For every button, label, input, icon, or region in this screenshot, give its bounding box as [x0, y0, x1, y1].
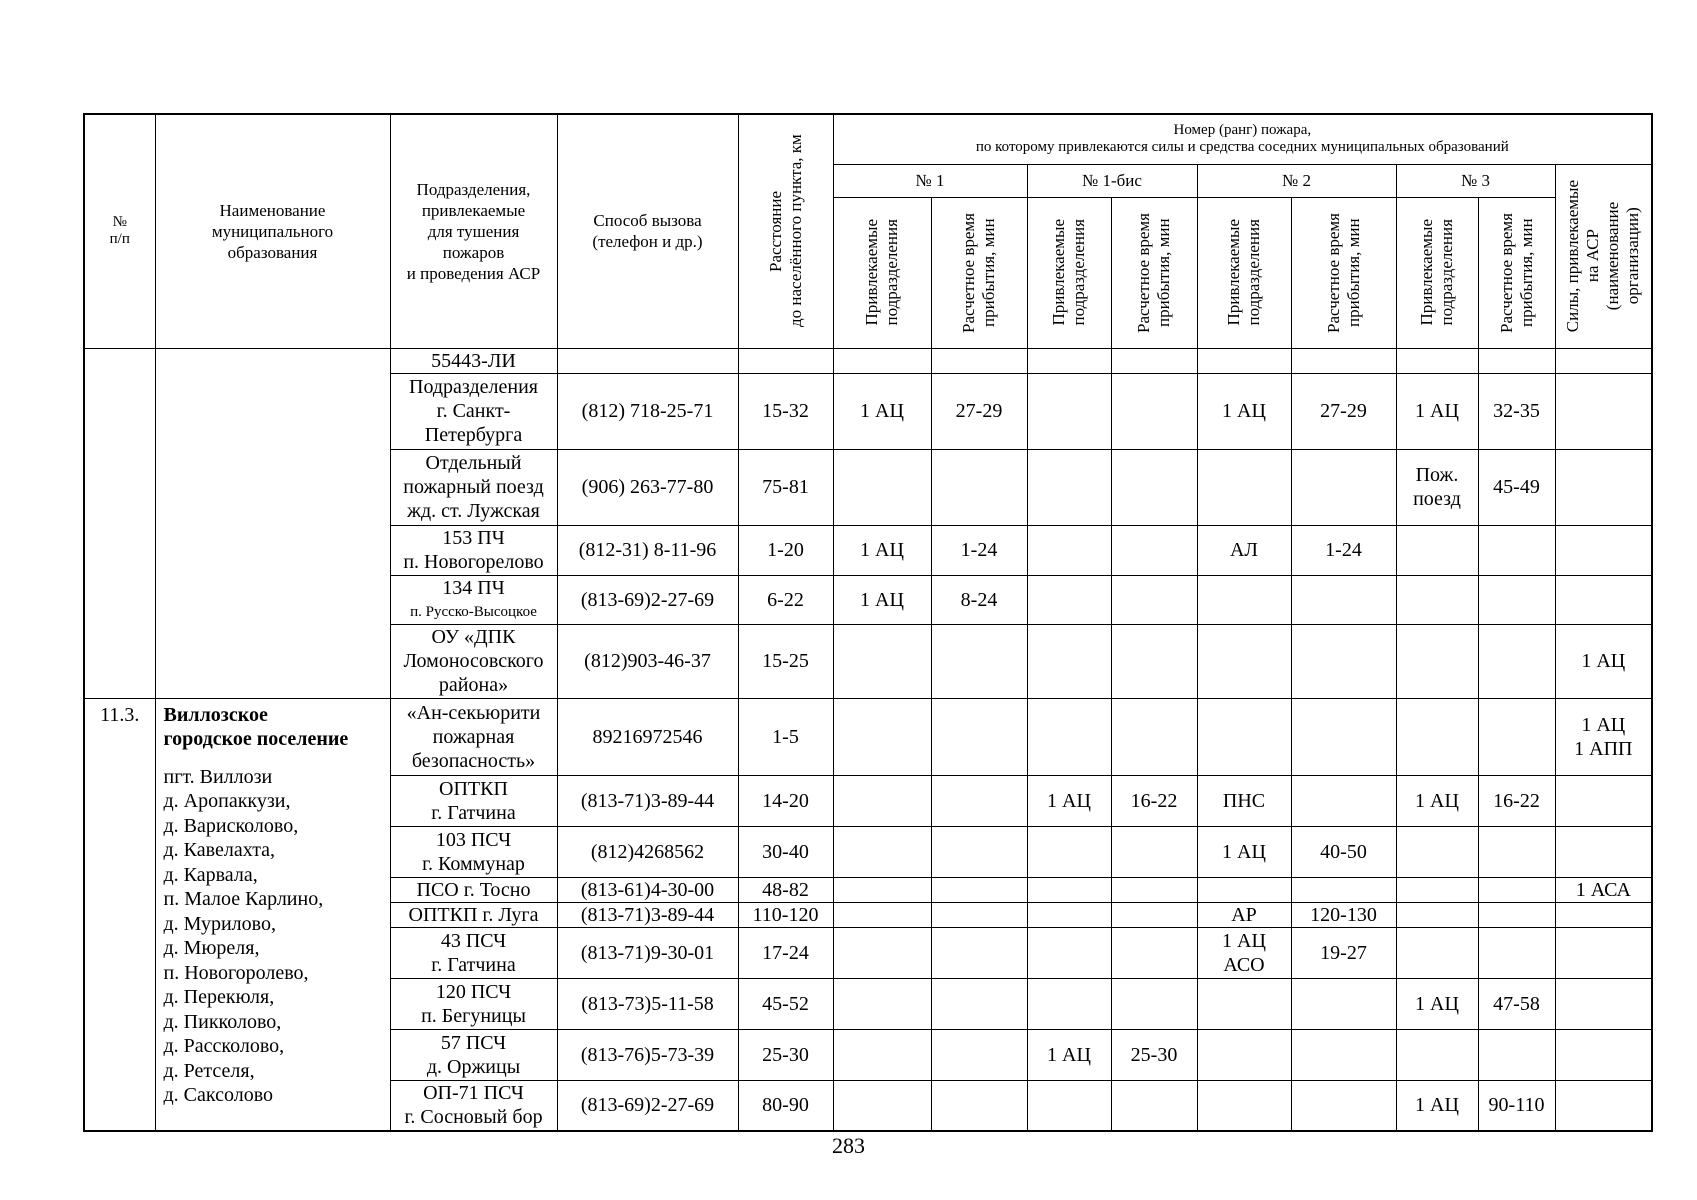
r3-time-cell	[1478, 624, 1555, 698]
call-cell	[557, 348, 738, 373]
r2-time-cell: 1-24	[1291, 525, 1396, 575]
r2-time-cell: 120-130	[1291, 902, 1396, 927]
r3-units-cell	[1396, 698, 1478, 775]
r1-units-cell	[833, 775, 931, 826]
r1-time-cell	[931, 449, 1027, 525]
r3-time-cell: 45-49	[1478, 449, 1555, 525]
unit-line: 134 ПЧ	[442, 576, 505, 599]
call-cell: (813-61)4-30-00	[557, 877, 738, 902]
r3-time-cell	[1478, 927, 1555, 978]
asr-cell	[1555, 575, 1652, 624]
r1-time-cell	[931, 877, 1027, 902]
r3-time-cell	[1478, 902, 1555, 927]
r1bis-time-cell: 25-30	[1111, 1029, 1197, 1080]
r1-units-cell	[833, 1029, 931, 1080]
asr-cell: 1 АЦ 1 АПП	[1555, 698, 1652, 775]
municipality-cell	[155, 698, 390, 1131]
call-cell: (906) 263-77-80	[557, 449, 738, 525]
distance-cell: 15-25	[738, 624, 833, 698]
r3-units-cell	[1396, 877, 1478, 902]
asr-cell	[1555, 373, 1652, 449]
r1-units-cell: 1 АЦ	[833, 575, 931, 624]
r1-time-cell	[931, 624, 1027, 698]
r2-units-cell: ПНС	[1197, 775, 1291, 826]
r3-units-cell	[1396, 1029, 1478, 1080]
r1-units-cell	[833, 1080, 931, 1131]
r2-units-cell: АР	[1197, 902, 1291, 927]
r2-time-cell	[1291, 1080, 1396, 1131]
r2-time-cell	[1291, 698, 1396, 775]
r3-time-cell	[1478, 348, 1555, 373]
unit-cell: 57 ПСЧ д. Оржицы	[390, 1029, 557, 1080]
r1bis-units-cell	[1027, 1080, 1111, 1131]
r3-time-cell	[1478, 575, 1555, 624]
header-r1bis-units: Привлекаемые подразделения	[1027, 197, 1111, 348]
header-rank-1: № 1	[833, 164, 1027, 197]
distance-cell: 6-22	[738, 575, 833, 624]
unit-cell: 55443-ЛИ	[390, 348, 557, 373]
distance-cell: 17-24	[738, 927, 833, 978]
r3-units-cell: 1 АЦ	[1396, 775, 1478, 826]
unit-cell: ОУ «ДПК Ломоносовского района»	[390, 624, 557, 698]
unit-cell: «Ан-секьюрити пожарная безопасность»	[390, 698, 557, 775]
distance-cell: 15-32	[738, 373, 833, 449]
r1bis-time-cell	[1111, 624, 1197, 698]
number-cell-empty	[84, 348, 155, 698]
asr-cell	[1555, 902, 1652, 927]
unit-cell: 153 ПЧ п. Новогорелово	[390, 525, 557, 575]
asr-cell	[1555, 775, 1652, 826]
r1-units-cell	[833, 348, 931, 373]
r1-time-cell	[931, 927, 1027, 978]
r3-units-cell	[1396, 624, 1478, 698]
r2-time-cell: 40-50	[1291, 826, 1396, 877]
r1-time-cell: 1-24	[931, 525, 1027, 575]
r1bis-units-cell	[1027, 348, 1111, 373]
r2-units-cell	[1197, 624, 1291, 698]
header-rank-2: № 2	[1197, 164, 1396, 197]
r1bis-time-cell	[1111, 449, 1197, 525]
unit-cell: 103 ПСЧ г. Коммунар	[390, 826, 557, 877]
municipality-cell-empty	[155, 348, 390, 698]
r1-units-cell	[833, 877, 931, 902]
header-units: Подразделения, привлекаемые для тушения пожаров и проведения АСР	[390, 114, 557, 348]
header-r3-units: Привлекаемые подразделения	[1396, 197, 1478, 348]
r2-time-cell	[1291, 877, 1396, 902]
distance-cell: 1-20	[738, 525, 833, 575]
header-r3-time: Расчетное время прибытия, мин	[1478, 197, 1555, 348]
r1-time-cell	[931, 348, 1027, 373]
call-cell: (813-71)3-89-44	[557, 902, 738, 927]
header-r1-time: Расчетное время прибытия, мин	[931, 197, 1027, 348]
r2-units-cell	[1197, 575, 1291, 624]
call-cell: (813-69)2-27-69	[557, 1080, 738, 1131]
r1-units-cell	[833, 902, 931, 927]
r2-time-cell	[1291, 575, 1396, 624]
unit-cell: ОП-71 ПСЧ г. Сосновый бор	[390, 1080, 557, 1131]
r1-time-cell	[931, 902, 1027, 927]
r2-time-cell: 27-29	[1291, 373, 1396, 449]
call-cell: (813-69)2-27-69	[557, 575, 738, 624]
r3-time-cell: 47-58	[1478, 978, 1555, 1029]
r1-units-cell	[833, 624, 931, 698]
r2-time-cell	[1291, 1029, 1396, 1080]
r1bis-time-cell: 16-22	[1111, 775, 1197, 826]
r1bis-time-cell	[1111, 698, 1197, 775]
distance-cell: 48-82	[738, 877, 833, 902]
r3-units-cell: Пож. поезд	[1396, 449, 1478, 525]
r1-time-cell	[931, 775, 1027, 826]
header-r1bis-time: Расчетное время прибытия, мин	[1111, 197, 1197, 348]
asr-cell: 1 АСА	[1555, 877, 1652, 902]
r1bis-time-cell	[1111, 1080, 1197, 1131]
asr-cell	[1555, 525, 1652, 575]
r2-units-cell	[1197, 698, 1291, 775]
page-number: 283	[832, 1133, 865, 1158]
distance-cell	[738, 348, 833, 373]
distance-cell: 110-120	[738, 902, 833, 927]
call-cell: 89216972546	[557, 698, 738, 775]
r1-time-cell: 27-29	[931, 373, 1027, 449]
r1-units-cell	[833, 449, 931, 525]
r1bis-units-cell	[1027, 698, 1111, 775]
asr-cell	[1555, 348, 1652, 373]
r1-units-cell: 1 АЦ	[833, 373, 931, 449]
r1bis-time-cell	[1111, 373, 1197, 449]
r3-time-cell	[1478, 826, 1555, 877]
r1-time-cell	[931, 1080, 1027, 1131]
section-number: 11.3.	[84, 698, 155, 1131]
asr-cell	[1555, 826, 1652, 877]
unit-line: п. Русско-Высоцкое	[410, 603, 537, 620]
asr-cell	[1555, 978, 1652, 1029]
call-cell: (813-71)3-89-44	[557, 775, 738, 826]
fire-forces-table	[83, 113, 1653, 1132]
unit-cell: 120 ПСЧ п. Бегуницы	[390, 978, 557, 1029]
r2-units-cell: 1 АЦ	[1197, 373, 1291, 449]
table-row	[84, 348, 1652, 373]
distance-cell: 14-20	[738, 775, 833, 826]
call-cell: (812)903-46-37	[557, 624, 738, 698]
r2-time-cell	[1291, 978, 1396, 1029]
r1-units-cell	[833, 826, 931, 877]
header-rank-group: Номер (ранг) пожара, по которому привлекаются силы и средства соседних муниципальных образований	[833, 114, 1652, 164]
table-body	[84, 348, 1652, 1131]
distance-cell: 45-52	[738, 978, 833, 1029]
distance-cell: 1-5	[738, 698, 833, 775]
r3-time-cell	[1478, 877, 1555, 902]
distance-cell: 30-40	[738, 826, 833, 877]
r1bis-units-cell	[1027, 927, 1111, 978]
call-cell: (812-31) 8-11-96	[557, 525, 738, 575]
unit-cell: Подразделения г. Санкт- Петербурга	[390, 373, 557, 449]
r2-time-cell	[1291, 348, 1396, 373]
unit-cell: ОПТКП г. Луга	[390, 902, 557, 927]
r2-time-cell	[1291, 449, 1396, 525]
r1-time-cell: 8-24	[931, 575, 1027, 624]
r1bis-time-cell	[1111, 348, 1197, 373]
r3-time-cell: 16-22	[1478, 775, 1555, 826]
r1bis-units-cell	[1027, 373, 1111, 449]
r3-units-cell	[1396, 826, 1478, 877]
r2-units-cell: 1 АЦ	[1197, 826, 1291, 877]
r1bis-units-cell	[1027, 978, 1111, 1029]
r1bis-units-cell: 1 АЦ	[1027, 1029, 1111, 1080]
distance-cell: 80-90	[738, 1080, 833, 1131]
call-cell: (813-71)9-30-01	[557, 927, 738, 978]
header-call-method: Способ вызова (телефон и др.)	[557, 114, 738, 348]
r1bis-time-cell	[1111, 826, 1197, 877]
r3-units-cell	[1396, 902, 1478, 927]
header-r1-units: Привлекаемые подразделения	[833, 197, 931, 348]
header-number: № п/п	[84, 114, 155, 348]
r1-time-cell	[931, 1029, 1027, 1080]
header-rank-1bis: № 1-бис	[1027, 164, 1197, 197]
r2-units-cell	[1197, 978, 1291, 1029]
r3-units-cell	[1396, 575, 1478, 624]
r1-units-cell	[833, 978, 931, 1029]
settlements-list: пгт. Виллози д. Аропаккузи, д. Варисколово, д. Кавелахта, д. Карвала, п. Малое Карлино, д. Мурилово, д. Мюреля, п. Новогоролево, д. Перекюля, д. Пикколово, д. Рассколово, д. Ретселя, д. Саксолово	[163, 765, 324, 1106]
r3-time-cell	[1478, 698, 1555, 775]
r1bis-units-cell	[1027, 525, 1111, 575]
r3-units-cell: 1 АЦ	[1396, 373, 1478, 449]
r2-units-cell	[1197, 1080, 1291, 1131]
r1-units-cell	[833, 698, 931, 775]
r2-units-cell: АЛ	[1197, 525, 1291, 575]
r1bis-units-cell	[1027, 902, 1111, 927]
r3-units-cell	[1396, 348, 1478, 373]
r1bis-time-cell	[1111, 927, 1197, 978]
r1bis-time-cell	[1111, 978, 1197, 1029]
call-cell: (812) 718-25-71	[557, 373, 738, 449]
header-distance: Расстояние до населённого пункта, км	[738, 114, 833, 348]
unit-cell: 43 ПСЧ г. Гатчина	[390, 927, 557, 978]
asr-cell	[1555, 927, 1652, 978]
r3-units-cell: 1 АЦ	[1396, 1080, 1478, 1131]
r1-units-cell	[833, 927, 931, 978]
r2-units-cell	[1197, 449, 1291, 525]
r1bis-units-cell	[1027, 624, 1111, 698]
r3-units-cell	[1396, 927, 1478, 978]
r2-units-cell: 1 АЦ АСО	[1197, 927, 1291, 978]
r1bis-units-cell	[1027, 575, 1111, 624]
r2-units-cell	[1197, 1029, 1291, 1080]
r3-time-cell: 90-110	[1478, 1080, 1555, 1131]
r3-time-cell	[1478, 525, 1555, 575]
r3-units-cell	[1396, 525, 1478, 575]
unit-cell: ОПТКП г. Гатчина	[390, 775, 557, 826]
table-header	[84, 114, 1652, 348]
asr-cell	[1555, 1080, 1652, 1131]
r1bis-units-cell	[1027, 449, 1111, 525]
table-row	[84, 698, 1652, 775]
r2-units-cell	[1197, 877, 1291, 902]
r1bis-time-cell	[1111, 902, 1197, 927]
header-municipality: Наименование муниципального образования	[155, 114, 390, 348]
asr-cell: 1 АЦ	[1555, 624, 1652, 698]
r1bis-time-cell	[1111, 525, 1197, 575]
r3-time-cell: 32-35	[1478, 373, 1555, 449]
call-cell: (813-73)5-11-58	[557, 978, 738, 1029]
r1-time-cell	[931, 978, 1027, 1029]
municipality-name: Виллозское городское поселение	[163, 703, 349, 750]
unit-cell: ПСО г. Тосно	[390, 877, 557, 902]
r3-time-cell	[1478, 1029, 1555, 1080]
distance-cell: 25-30	[738, 1029, 833, 1080]
asr-cell	[1555, 1029, 1652, 1080]
unit-cell	[390, 575, 557, 624]
r1bis-time-cell	[1111, 877, 1197, 902]
r2-time-cell	[1291, 775, 1396, 826]
header-r2-time: Расчетное время прибытия, мин	[1291, 197, 1396, 348]
r2-time-cell	[1291, 624, 1396, 698]
header-r2-units: Привлекаемые подразделения	[1197, 197, 1291, 348]
header-rank-3: № 3	[1396, 164, 1555, 197]
call-cell: (813-76)5-73-39	[557, 1029, 738, 1080]
r2-time-cell: 19-27	[1291, 927, 1396, 978]
unit-cell: Отдельный пожарный поезд жд. ст. Лужская	[390, 449, 557, 525]
r1bis-units-cell	[1027, 877, 1111, 902]
r1-time-cell	[931, 826, 1027, 877]
r3-units-cell: 1 АЦ	[1396, 978, 1478, 1029]
call-cell: (812)4268562	[557, 826, 738, 877]
distance-cell: 75-81	[738, 449, 833, 525]
header-asr-forces: Силы, привлекаемые на АСР (наименование организации)	[1555, 164, 1652, 348]
r1-units-cell: 1 АЦ	[833, 525, 931, 575]
r2-units-cell	[1197, 348, 1291, 373]
asr-cell	[1555, 449, 1652, 525]
r1bis-units-cell: 1 АЦ	[1027, 775, 1111, 826]
r1bis-time-cell	[1111, 575, 1197, 624]
r1bis-units-cell	[1027, 826, 1111, 877]
r1-time-cell	[931, 698, 1027, 775]
